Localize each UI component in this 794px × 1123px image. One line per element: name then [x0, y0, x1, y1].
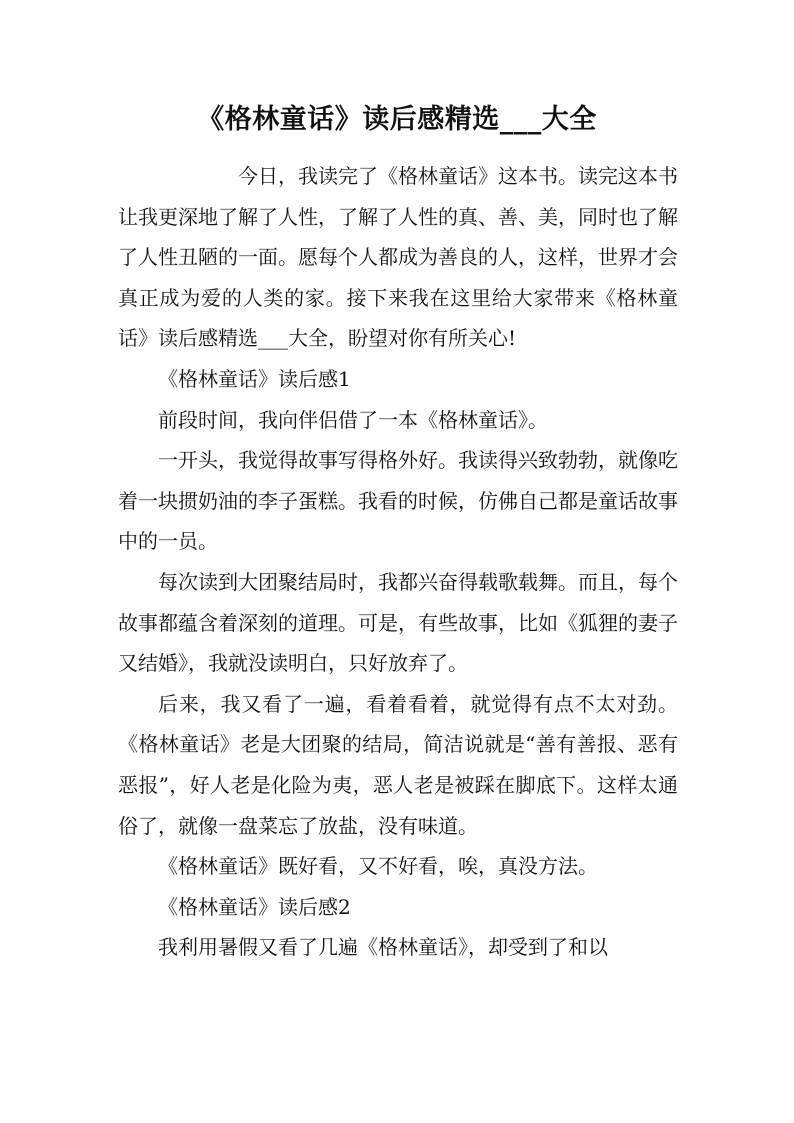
section-heading-1: 《格林童话》读后感1	[158, 366, 351, 391]
body-paragraph: 前段时间，我向伴侣借了一本《格林童话》。	[158, 407, 548, 432]
body-paragraph: 后来，我又看了一遍，看着看着，就觉得有点不太对劲。《格林童话》老是大团聚的结局，简洁说就是“善有善报、恶有恶报”，好人老是化险为夷，恶人老是被踩在脚底下。这样太通俗了，就像一盘菜忘了放盐，没有味道。	[118, 691, 678, 838]
section-heading-2: 《格林童话》读后感2	[158, 894, 351, 919]
intro-paragraph: 今日，我读完了《格林童话》这本书。读完这本书让我更深地了解了人性，了解了人性的真、善、美，同时也了解了人性丑陋的一面。愿每个人都成为善良的人，这样，世界才会真正成为爱的人类的家。接下来我在这里给大家带来《格林童话》读后感精选___大全，盼望对你有所关心!	[118, 164, 678, 351]
body-paragraph: 一开头，我觉得故事写得格外好。我读得兴致勃勃，就像吃着一块掼奶油的李子蛋糕。我看的时候，仿佛自己都是童话故事中的一员。	[118, 448, 678, 554]
document-title: 《格林童话》读后感精选___大全	[197, 104, 597, 135]
body-paragraph: 《格林童话》既好看，又不好看，唉，真没方法。	[158, 854, 598, 879]
body-paragraph: 我利用暑假又看了几遍《格林童话》，却受到了和以	[158, 935, 608, 960]
document-body	[118, 156, 678, 968]
body-paragraph: 每次读到大团聚结局时，我都兴奋得载歌载舞。而且，每个故事都蕴含着深刻的道理。可是，有些故事，比如《狐狸的妻子又结婚》，我就没读明白，只好放弃了。	[118, 569, 678, 676]
